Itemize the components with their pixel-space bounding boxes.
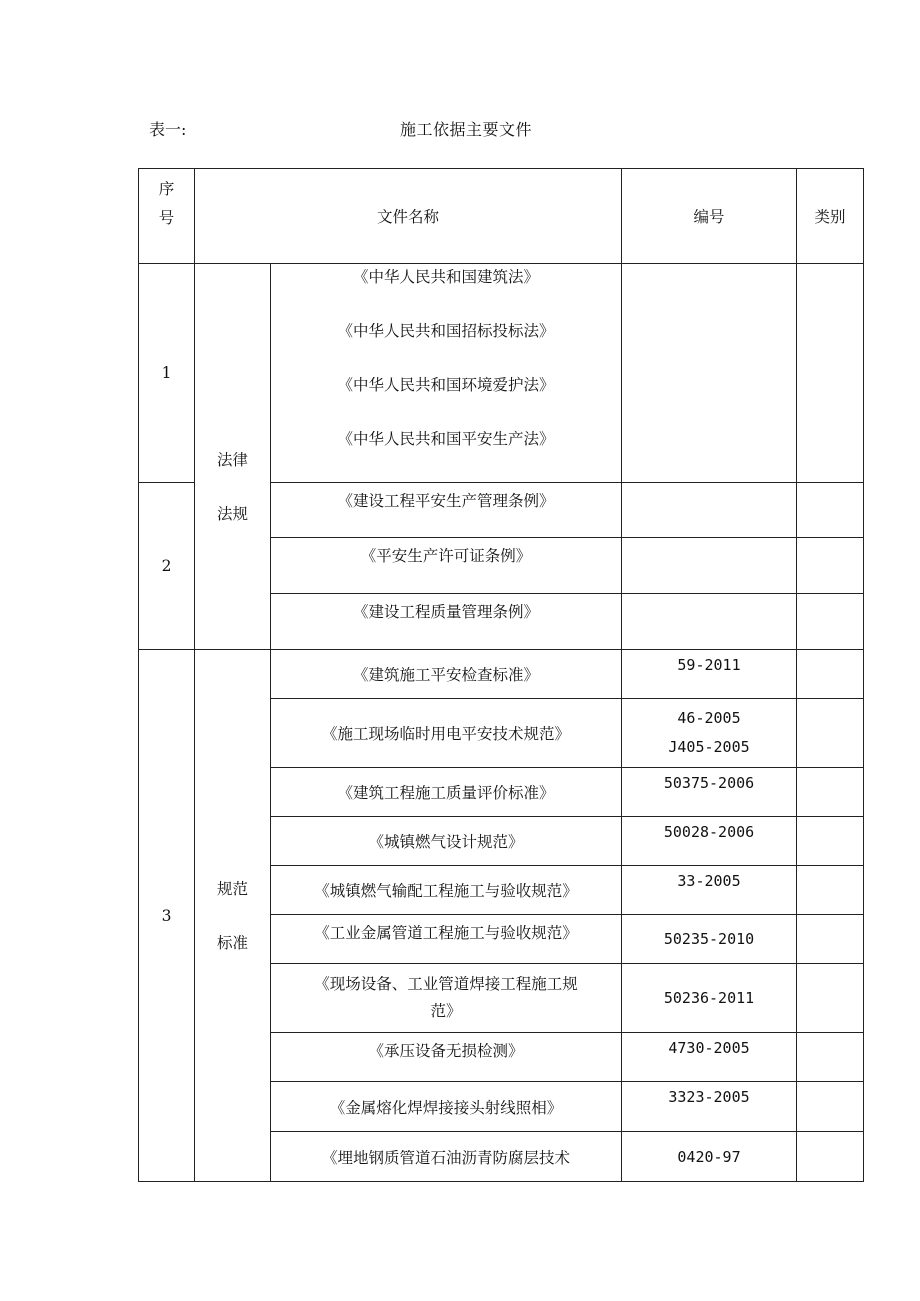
document-code (622, 264, 797, 483)
document-type (797, 1132, 864, 1182)
document-type (797, 768, 864, 817)
header-type: 类别 (797, 169, 864, 264)
document-type (797, 1033, 864, 1082)
category-line: 标准 (216, 933, 248, 952)
list-item: 《中华人民共和国平安生产法》 (337, 430, 555, 448)
header-name: 文件名称 (195, 169, 622, 264)
document-code: 33-2005 (622, 866, 797, 915)
document-name: 《建设工程平安生产管理条例》 (271, 483, 622, 538)
table-label: 表一: (149, 120, 187, 139)
document-name: 《承压设备无损检测》 (271, 1033, 622, 1082)
document-name: 《埋地钢质管道石油沥青防腐层技术 (271, 1132, 622, 1182)
code-line: 46-2005 (677, 709, 741, 727)
document-code (622, 538, 797, 594)
document-type (797, 915, 864, 964)
list-item: 《中华人民共和国建筑法》 (353, 268, 540, 286)
documents-table (138, 168, 864, 1182)
document-name: 《建筑工程施工质量评价标准》 (271, 768, 622, 817)
document-name: 《城镇燃气输配工程施工与验收规范》 (271, 866, 622, 915)
document-name: 《建筑施工平安检查标准》 (271, 650, 622, 699)
category-cell (195, 650, 271, 1182)
document-code: 4730-2005 (622, 1033, 797, 1082)
document-name: 《城镇燃气设计规范》 (271, 817, 622, 866)
table-row (139, 264, 864, 483)
document-type (797, 964, 864, 1033)
category-line: 法律 (216, 450, 248, 469)
row-number: 3 (139, 650, 195, 1182)
document-type (797, 1082, 864, 1132)
document-code: 0420-97 (622, 1132, 797, 1182)
document-type (797, 538, 864, 594)
document-name: 《施工现场临时用电平安技术规范》 (271, 699, 622, 768)
document-name (271, 264, 622, 483)
document-type (797, 594, 864, 650)
document-code: 50375-2006 (622, 768, 797, 817)
code-line: J405-2005 (668, 738, 750, 756)
category-line: 规范 (216, 879, 248, 898)
document-code: 59-2011 (622, 650, 797, 699)
document-code: 50235-2010 (622, 915, 797, 964)
document-type (797, 264, 864, 483)
document-name: 《工业金属管道工程施工与验收规范》 (271, 915, 622, 964)
document-code (622, 699, 797, 768)
table-row (139, 650, 864, 699)
name-line: 范》 (430, 1002, 462, 1020)
header-code: 编号 (622, 169, 797, 264)
document-type (797, 483, 864, 538)
document-name: 《金属熔化焊焊接接头射线照相》 (271, 1082, 622, 1132)
row-number: 2 (139, 483, 195, 650)
document-type (797, 650, 864, 699)
document-code (622, 594, 797, 650)
row-number: 1 (139, 264, 195, 483)
document-name (271, 964, 622, 1033)
document-type (797, 817, 864, 866)
list-item: 《中华人民共和国环境爱护法》 (337, 376, 555, 394)
table-title: 施工依据主要文件 (400, 120, 533, 139)
name-line: 《现场设备、工业管道焊接工程施工规 (314, 975, 578, 993)
document-code: 3323-2005 (622, 1082, 797, 1132)
list-item: 《中华人民共和国招标投标法》 (337, 322, 555, 340)
document-name: 《平安生产许可证条例》 (271, 538, 622, 594)
document-type (797, 866, 864, 915)
header-no: 序号 (139, 169, 195, 264)
category-line: 法规 (216, 504, 248, 523)
document-code: 50028-2006 (622, 817, 797, 866)
document-name: 《建设工程质量管理条例》 (271, 594, 622, 650)
document-code: 50236-2011 (622, 964, 797, 1033)
document-code (622, 483, 797, 538)
document-type (797, 699, 864, 768)
category-cell (195, 264, 271, 650)
